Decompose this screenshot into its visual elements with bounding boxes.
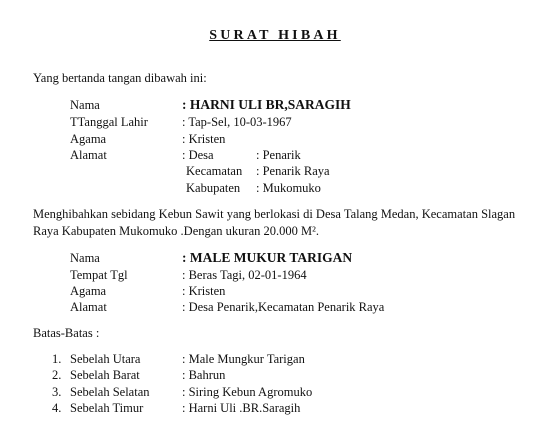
document-title: SURAT HIBAH [209, 28, 341, 43]
boundary-number: 3. [52, 385, 62, 399]
grantee-name-label: Nama [70, 251, 100, 265]
grantor-birth-value: : Tap-Sel, 10-03-1967 [182, 115, 292, 129]
boundary-number: 4. [52, 401, 62, 415]
boundary-north-label: Sebelah Utara [70, 352, 141, 366]
grantor-birth-label: TTanggal Lahir [70, 115, 148, 129]
grantee-birth-label: Tempat Tgl [70, 268, 128, 282]
intro-text: Yang bertanda tangan dibawah ini: [33, 71, 207, 85]
boundary-west-value: : Bahrun [182, 368, 226, 382]
boundary-north-value: : Male Mungkur Tarigan [182, 352, 305, 366]
grantor-address-label: Alamat [70, 148, 107, 162]
boundary-east-value: : Harni Uli .BR.Saragih [182, 401, 301, 415]
grantor-religion-value: : Kristen [182, 132, 226, 146]
grantor-kabupaten-value: : Mukomuko [256, 181, 321, 195]
boundary-south-label: Sebelah Selatan [70, 385, 150, 399]
statement-paragraph: Menghibahkan sebidang Kebun Sawit yang berlokasi di Desa Talang Medan, Kecamatan Slagan Raya Kabupaten Mukomuko .Dengan ukuran 20.000 M². [33, 207, 516, 238]
grantee-religion-label: Agama [70, 284, 107, 298]
grantee-birth-value: : Beras Tagi, 02-01-1964 [182, 268, 307, 282]
boundary-number: 2. [52, 368, 62, 382]
grantee-name-value: : MALE MUKUR TARIGAN [182, 250, 353, 265]
boundary-south-value: : Siring Kebun Agromuko [182, 385, 313, 399]
grantor-religion-label: Agama [70, 132, 107, 146]
grantor-address-value: : Desa [182, 148, 214, 162]
boundaries-heading: Batas-Batas : [33, 326, 100, 340]
grantor-name-label: Nama [70, 98, 100, 112]
boundary-number: 1. [52, 352, 62, 366]
boundary-west-label: Sebelah Barat [70, 368, 140, 382]
grantor-name-value: : HARNI ULI BR,SARAGIH [182, 97, 351, 112]
grantor-desa-value: : Penarik [256, 148, 301, 162]
grantor-kabupaten-label: Kabupaten [186, 181, 241, 195]
grantee-address-label: Alamat [70, 300, 107, 314]
grantor-kecamatan-value: : Penarik Raya [256, 164, 330, 178]
grantee-religion-value: : Kristen [182, 284, 226, 298]
grantee-address-value: : Desa Penarik,Kecamatan Penarik Raya [182, 300, 385, 314]
boundary-east-label: Sebelah Timur [70, 401, 144, 415]
grantor-kecamatan-label: Kecamatan [186, 164, 243, 178]
